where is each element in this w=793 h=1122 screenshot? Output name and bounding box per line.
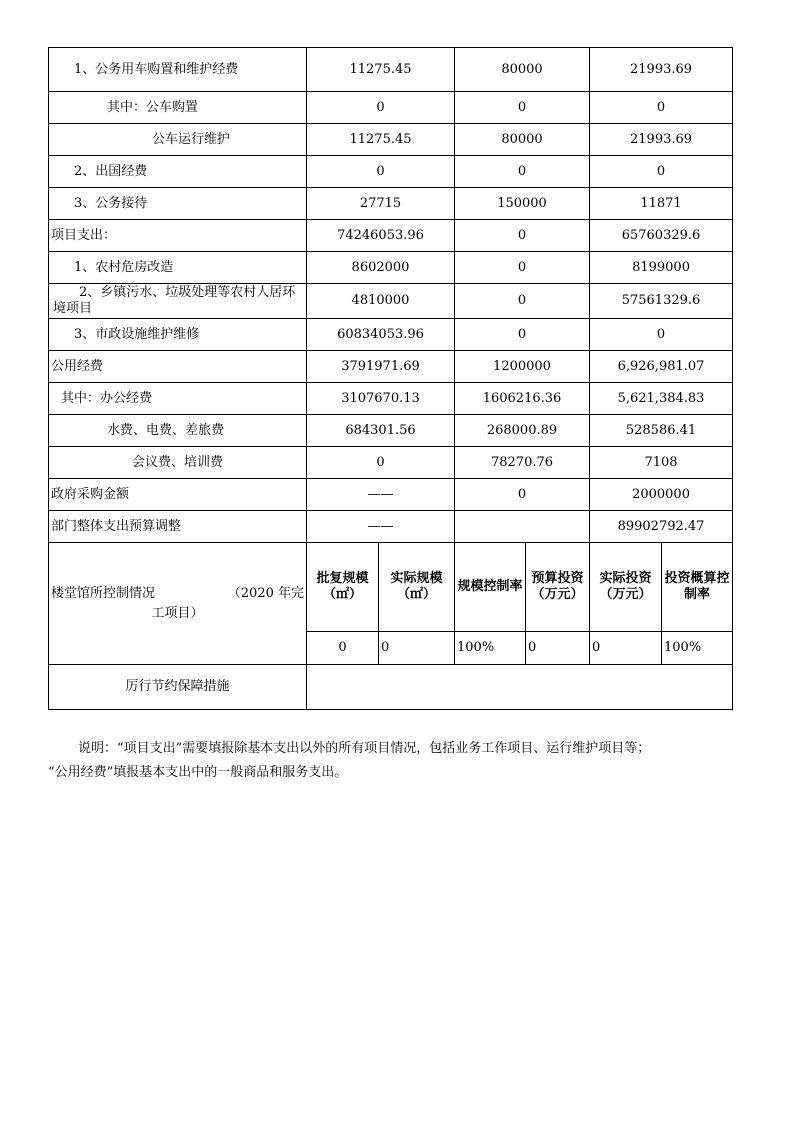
cell-value: 528586.41 — [590, 415, 733, 447]
cell-value: 150000 — [455, 188, 590, 220]
cell-value: 6,926,981.07 — [590, 351, 733, 383]
cell-value: 21993.69 — [590, 48, 733, 92]
row-label: 会议费、培训费 — [49, 447, 307, 479]
header-approved-scale: 批复规模（㎡） — [307, 543, 379, 632]
cell-value: 78270.76 — [455, 447, 590, 479]
header-scale-control-rate: 规模控制率 — [455, 543, 526, 632]
cell-value: 74246053.96 — [307, 220, 455, 252]
approved-scale-value: 0 — [307, 632, 379, 665]
cell-value: 4810000 — [307, 284, 455, 319]
building-control-subtitle: 工项目） — [151, 605, 204, 621]
row-label: 水费、电费、差旅费 — [49, 415, 307, 447]
cell-value: 80000 — [455, 124, 590, 156]
actual-investment-value: 0 — [590, 632, 662, 665]
footnote-line-1: 说明：“项目支出”需要填报除基本支出以外的所有项目情况，包括业务工作项目、运行维护项目等； — [78, 741, 651, 756]
cell-value: 0 — [455, 479, 590, 511]
cell-value — [455, 511, 590, 543]
header-investment-control-rate: 投资概算控制率 — [662, 543, 733, 632]
cell-value: 8602000 — [307, 252, 455, 284]
cell-value: —— — [307, 479, 455, 511]
table-row — [49, 351, 733, 383]
cell-value: 80000 — [455, 48, 590, 92]
header-actual-investment: 实际投资（万元） — [590, 543, 662, 632]
table-row — [49, 383, 733, 415]
measures-label: 厉行节约保障措施 — [49, 665, 307, 710]
row-label: 其中：办公经费 — [49, 383, 307, 415]
table-row — [49, 665, 733, 710]
row-label: 项目支出： — [49, 220, 307, 252]
row-label: 3、市政设施维护维修 — [49, 319, 307, 351]
table-row — [49, 188, 733, 220]
cell-value: 0 — [590, 156, 733, 188]
cell-value: 2000000 — [590, 479, 733, 511]
cell-value: 684301.56 — [307, 415, 455, 447]
cell-value: 268000.89 — [455, 415, 590, 447]
cell-value: 1200000 — [455, 351, 590, 383]
cell-value: 0 — [590, 92, 733, 124]
actual-scale-value: 0 — [379, 632, 455, 665]
header-actual-scale: 实际规模（㎡） — [379, 543, 455, 632]
row-label: 2、出国经费 — [49, 156, 307, 188]
row-label: 公车运行维护 — [49, 124, 307, 156]
cell-value: 7108 — [590, 447, 733, 479]
footnote — [48, 737, 738, 785]
cell-value: 11871 — [590, 188, 733, 220]
table-row — [49, 252, 733, 284]
table-row — [49, 511, 733, 543]
footnote-line-2: “公用经费”填报基本支出中的一般商品和服务支出。 — [48, 765, 348, 780]
row-label: 政府采购金额 — [49, 479, 307, 511]
budget-investment-value: 0 — [526, 632, 590, 665]
cell-value: 1606216.36 — [455, 383, 590, 415]
table-row — [49, 479, 733, 511]
building-control-header-row — [49, 543, 733, 632]
scale-control-rate-value: 100% — [455, 632, 526, 665]
cell-value: 0 — [307, 156, 455, 188]
row-label: 公用经费 — [49, 351, 307, 383]
budget-table-sheet — [48, 47, 732, 710]
table-row — [49, 447, 733, 479]
table-row — [49, 156, 733, 188]
cell-value: —— — [307, 511, 455, 543]
table-row — [49, 415, 733, 447]
cell-value: 8199000 — [590, 252, 733, 284]
cell-value: 0 — [455, 284, 590, 319]
building-control-title: 楼堂馆所控制情况 — [51, 585, 156, 601]
table-row — [49, 319, 733, 351]
cell-value: 89902792.47 — [590, 511, 733, 543]
cell-value: 3791971.69 — [307, 351, 455, 383]
cell-value: 57561329.6 — [590, 284, 733, 319]
table-row — [49, 220, 733, 252]
cell-value: 0 — [455, 92, 590, 124]
cell-value: 0 — [307, 92, 455, 124]
cell-value: 0 — [455, 252, 590, 284]
row-label: 其中：公车购置 — [49, 92, 307, 124]
row-label: 2、乡镇污水、垃圾处理等农村人居环境项目 — [49, 284, 307, 319]
row-label: 1、农村危房改造 — [49, 252, 307, 284]
row-label: 3、公务接待 — [49, 188, 307, 220]
table-row — [49, 124, 733, 156]
investment-control-rate-value: 100% — [662, 632, 733, 665]
cell-value: 0 — [455, 156, 590, 188]
header-budget-investment: 预算投资（万元） — [526, 543, 590, 632]
cell-value: 0 — [455, 319, 590, 351]
cell-value: 3107670.13 — [307, 383, 455, 415]
row-label: 部门整体支出预算调整 — [49, 511, 307, 543]
table-row — [49, 48, 733, 92]
building-control-label — [49, 543, 307, 665]
cell-value: 0 — [307, 447, 455, 479]
table-row — [49, 92, 733, 124]
measures-value — [307, 665, 733, 710]
building-control-year: （2020 年完 — [227, 585, 304, 601]
cell-value: 0 — [455, 220, 590, 252]
cell-value: 5,621,384.83 — [590, 383, 733, 415]
table-row — [49, 284, 733, 319]
cell-value: 11275.45 — [307, 124, 455, 156]
cell-value: 27715 — [307, 188, 455, 220]
cell-value: 60834053.96 — [307, 319, 455, 351]
cell-value: 0 — [590, 319, 733, 351]
cell-value: 65760329.6 — [590, 220, 733, 252]
budget-table — [48, 47, 733, 710]
cell-value: 11275.45 — [307, 48, 455, 92]
row-label: 1、公务用车购置和维护经费 — [49, 48, 307, 92]
cell-value: 21993.69 — [590, 124, 733, 156]
